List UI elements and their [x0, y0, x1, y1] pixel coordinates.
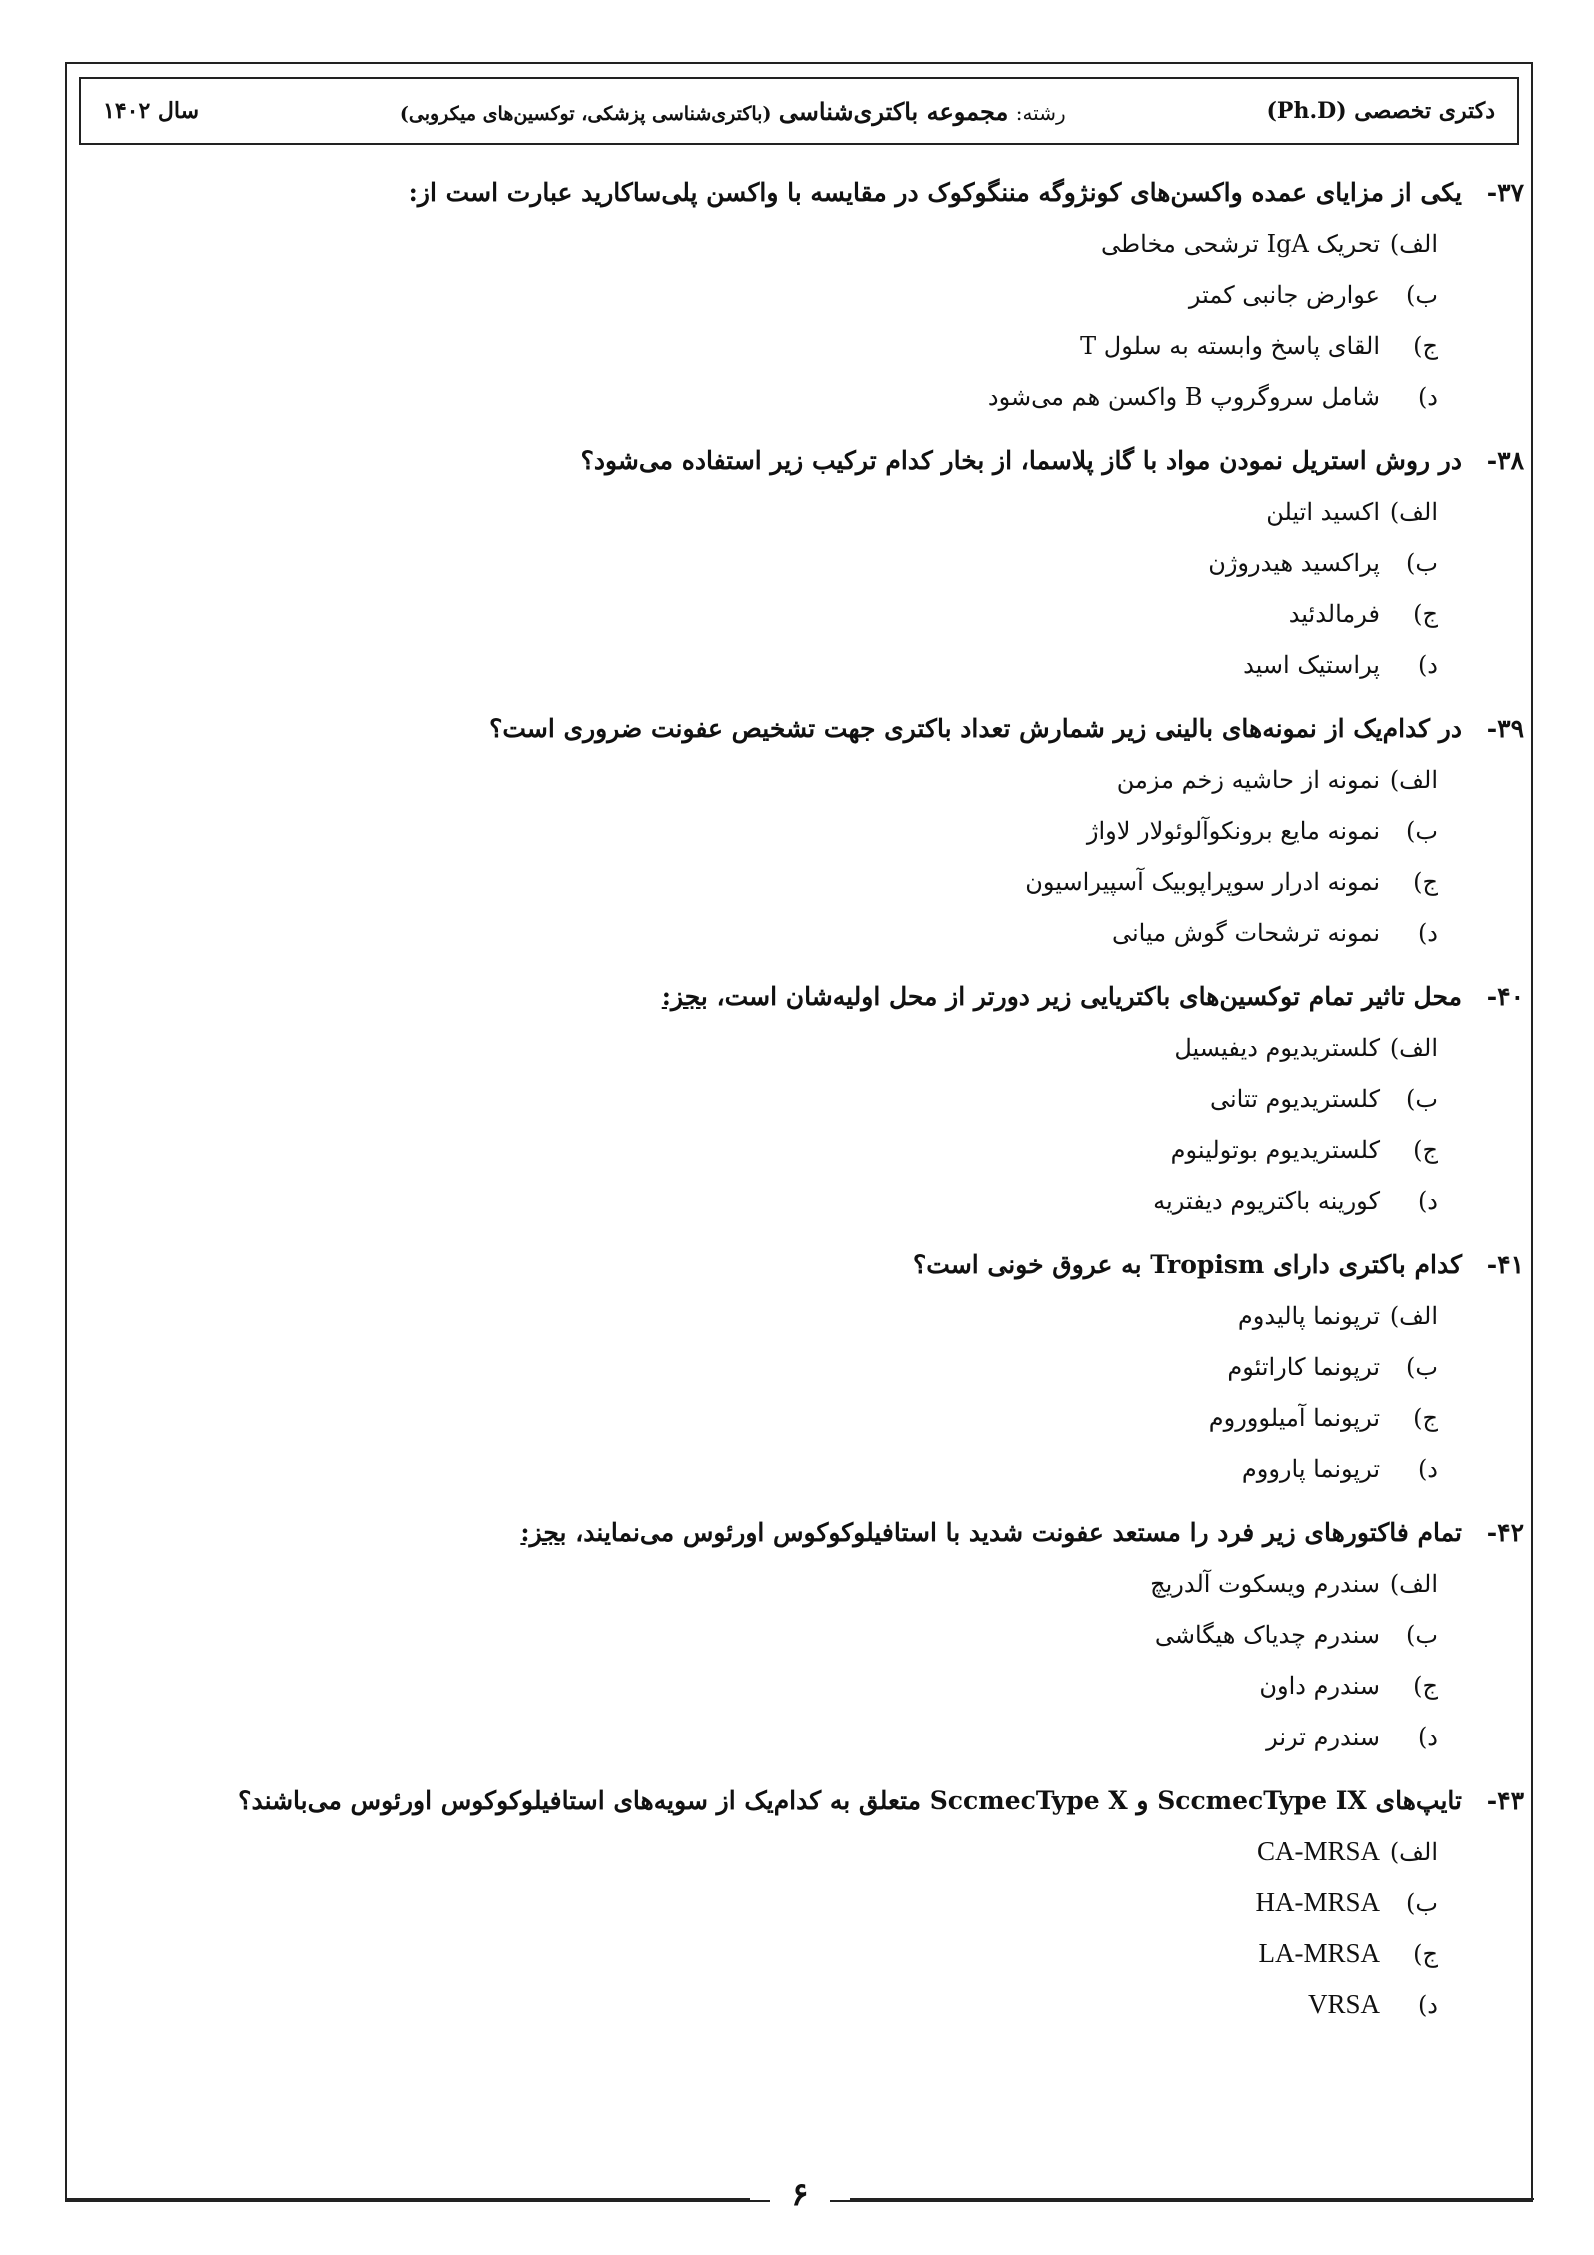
- option-letter: الف): [1389, 765, 1438, 794]
- option-text: فرمالدئید: [1288, 599, 1380, 628]
- option-text: اکسید اتیلن: [1266, 497, 1380, 526]
- option-letter: الف): [1389, 497, 1438, 526]
- option-letter: د): [1417, 918, 1438, 947]
- exam-year: سال ۱۴۰۲: [103, 98, 200, 124]
- field-subtitle: (باکتری‌شناسی پزشکی، توکسین‌های میکروبی): [399, 102, 772, 125]
- option-letter: ج): [1413, 1671, 1438, 1700]
- option-letter: ب): [1406, 1888, 1438, 1917]
- question-37: [84, 168, 1524, 422]
- option-jim[interactable]: [84, 1392, 1438, 1443]
- option-letter: د): [1417, 1186, 1438, 1215]
- option-alef[interactable]: [84, 754, 1438, 805]
- options-list: [84, 486, 1524, 690]
- page-number: ۶: [770, 2175, 830, 2213]
- option-letter: ب): [1406, 816, 1438, 845]
- question-41: [84, 1240, 1524, 1494]
- option-text: CA-MRSA: [1256, 1836, 1380, 1866]
- option-jim[interactable]: [84, 320, 1438, 371]
- option-letter: الف): [1389, 229, 1438, 258]
- degree-label: دکتری تخصصی (Ph.D): [1266, 98, 1495, 124]
- option-letter: الف): [1389, 1301, 1438, 1330]
- option-letter: ج): [1413, 867, 1438, 896]
- option-alef[interactable]: [84, 1022, 1438, 1073]
- option-text: LA-MRSA: [1258, 1938, 1380, 1968]
- option-text: سندرم ویسکوت آلدریچ: [1150, 1569, 1380, 1598]
- option-text: پراستیک اسید: [1243, 650, 1380, 679]
- option-be[interactable]: [84, 1877, 1438, 1928]
- option-be[interactable]: [84, 269, 1438, 320]
- options-list: [84, 1558, 1524, 1762]
- option-text: کلستریدیوم تتانی: [1209, 1084, 1380, 1113]
- option-jim[interactable]: [84, 856, 1438, 907]
- question-number: ۴۱-: [1486, 1250, 1524, 1279]
- option-letter: الف): [1389, 1837, 1438, 1866]
- option-alef[interactable]: [84, 218, 1438, 269]
- option-letter: ب): [1406, 280, 1438, 309]
- question-text: در کدام‌یک از نمونه‌های بالینی زیر شمارش تعداد باکتری جهت تشخیص عفونت ضروری است؟: [489, 714, 1462, 743]
- option-text: کورینه باکتریوم دیفتریه: [1153, 1186, 1380, 1215]
- option-text: نمونه ادرار سوپراپوبیک آسپیراسیون: [1025, 867, 1380, 896]
- question-stem: تمام فاکتورهای زیر فرد را مستعد عفونت شدید با استافیلوکوکوس اورئوس می‌نمایند،: [575, 1518, 1462, 1547]
- option-text: نمونه ترشحات گوش میانی: [1111, 918, 1380, 947]
- question-number: ۳۹-: [1486, 714, 1524, 743]
- exam-header: [79, 77, 1519, 145]
- option-letter: ج): [1413, 1135, 1438, 1164]
- options-list: [84, 1826, 1524, 2030]
- option-text: کلستریدیوم بوتولینوم: [1170, 1135, 1380, 1164]
- field-title: مجموعه باکتری‌شناسی: [778, 96, 1009, 126]
- option-alef[interactable]: [84, 1558, 1438, 1609]
- except-marker: بجز:: [661, 982, 708, 1011]
- footer-rule-left: [65, 2198, 750, 2200]
- question-stem: محل تاثیر تمام توکسین‌های باکتریایی زیر دورتر از محل اولیه‌شان است،: [716, 982, 1462, 1011]
- option-letter: د): [1417, 1990, 1438, 2019]
- question-number: ۴۲-: [1486, 1518, 1524, 1547]
- option-letter: ب): [1406, 1620, 1438, 1649]
- option-alef[interactable]: [84, 1826, 1438, 1877]
- option-text: عوارض جانبی کمتر: [1188, 280, 1380, 309]
- option-text: ترپونما پالیدوم: [1237, 1301, 1380, 1330]
- option-letter: د): [1417, 1722, 1438, 1751]
- option-dal[interactable]: [84, 1175, 1438, 1226]
- option-letter: ج): [1413, 1939, 1438, 1968]
- questions-list: [84, 168, 1524, 2044]
- question-40: [84, 972, 1524, 1226]
- field-label: رشته:: [1015, 100, 1066, 125]
- option-letter: د): [1417, 382, 1438, 411]
- option-text: ترپونما پارووم: [1241, 1454, 1380, 1483]
- option-jim[interactable]: [84, 1124, 1438, 1175]
- option-jim[interactable]: [84, 588, 1438, 639]
- option-letter: د): [1417, 1454, 1438, 1483]
- option-be[interactable]: [84, 1073, 1438, 1124]
- question-text: کدام باکتری دارای Tropism به عروق خونی است؟: [913, 1250, 1462, 1279]
- options-list: [84, 218, 1524, 422]
- question-text: [662, 972, 1462, 1022]
- option-be[interactable]: [84, 1609, 1438, 1660]
- question-38: [84, 436, 1524, 690]
- option-letter: ج): [1413, 599, 1438, 628]
- field-info: [400, 97, 1066, 126]
- option-jim[interactable]: [84, 1928, 1438, 1979]
- question-number: ۴۰-: [1486, 982, 1524, 1011]
- option-text: کلستریدیوم دیفیسیل: [1174, 1033, 1380, 1062]
- question-text: تایپ‌های SccmecType IX و SccmecType X متعلق به کدام‌یک از سویه‌های استافیلوکوکوس اورئوس می‌باشند؟: [238, 1786, 1462, 1815]
- option-text: شامل سروگروپ B واکسن هم می‌شود: [987, 382, 1380, 411]
- option-jim[interactable]: [84, 1660, 1438, 1711]
- option-be[interactable]: [84, 805, 1438, 856]
- option-letter: ب): [1406, 548, 1438, 577]
- question-number: ۴۳-: [1486, 1786, 1524, 1815]
- option-letter: ج): [1413, 1403, 1438, 1432]
- question-42: [84, 1508, 1524, 1762]
- option-dal[interactable]: [84, 1979, 1438, 2030]
- option-text: سندرم چدیاک هیگاشی: [1154, 1620, 1380, 1649]
- option-letter: د): [1417, 650, 1438, 679]
- option-dal[interactable]: [84, 1443, 1438, 1494]
- question-number: ۳۷-: [1486, 178, 1524, 207]
- option-dal[interactable]: [84, 371, 1438, 422]
- option-alef[interactable]: [84, 486, 1438, 537]
- options-list: [84, 754, 1524, 958]
- option-be[interactable]: [84, 537, 1438, 588]
- question-text: [520, 1508, 1462, 1558]
- option-alef[interactable]: [84, 1290, 1438, 1341]
- except-marker: بجز:: [520, 1518, 567, 1547]
- option-text: HA-MRSA: [1255, 1887, 1380, 1917]
- question-43: [84, 1776, 1524, 2030]
- question-text: یکی از مزایای عمده واکسن‌های کونژوگه مننگوکوک در مقایسه با واکسن پلی‌ساکارید عبارت است از:: [408, 178, 1462, 207]
- options-list: [84, 1022, 1524, 1226]
- question-text: در روش استریل نمودن مواد با گاز پلاسما، از بخار کدام ترکیب زیر استفاده می‌شود؟: [580, 446, 1462, 475]
- option-letter: ب): [1406, 1084, 1438, 1113]
- option-dal[interactable]: [84, 1711, 1438, 1762]
- option-text: سندرم ترنر: [1266, 1722, 1380, 1751]
- options-list: [84, 1290, 1524, 1494]
- question-number: ۳۸-: [1486, 446, 1524, 475]
- option-dal[interactable]: [84, 907, 1438, 958]
- question-39: [84, 704, 1524, 958]
- option-text: سندرم داون: [1259, 1671, 1380, 1700]
- option-text: القای پاسخ وابسته به سلول T: [1080, 331, 1380, 360]
- option-text: نمونه مایع برونکوآلوئولار لاواژ: [1086, 816, 1380, 845]
- option-text: پراکسید هیدروژن: [1208, 548, 1380, 577]
- footer-rule-right: [850, 2198, 1534, 2200]
- option-text: ترپونما کاراتئوم: [1227, 1352, 1380, 1381]
- option-dal[interactable]: [84, 639, 1438, 690]
- option-text: VRSA: [1307, 1989, 1380, 2019]
- option-text: ترپونما آمیلووروم: [1208, 1403, 1380, 1432]
- option-letter: ب): [1406, 1352, 1438, 1381]
- option-text: نمونه از حاشیه زخم مزمن: [1116, 765, 1380, 794]
- option-letter: الف): [1389, 1033, 1438, 1062]
- option-be[interactable]: [84, 1341, 1438, 1392]
- option-letter: ج): [1413, 331, 1438, 360]
- option-letter: الف): [1389, 1569, 1438, 1598]
- option-text: تحریک IgA ترشحی مخاطی: [1101, 229, 1380, 258]
